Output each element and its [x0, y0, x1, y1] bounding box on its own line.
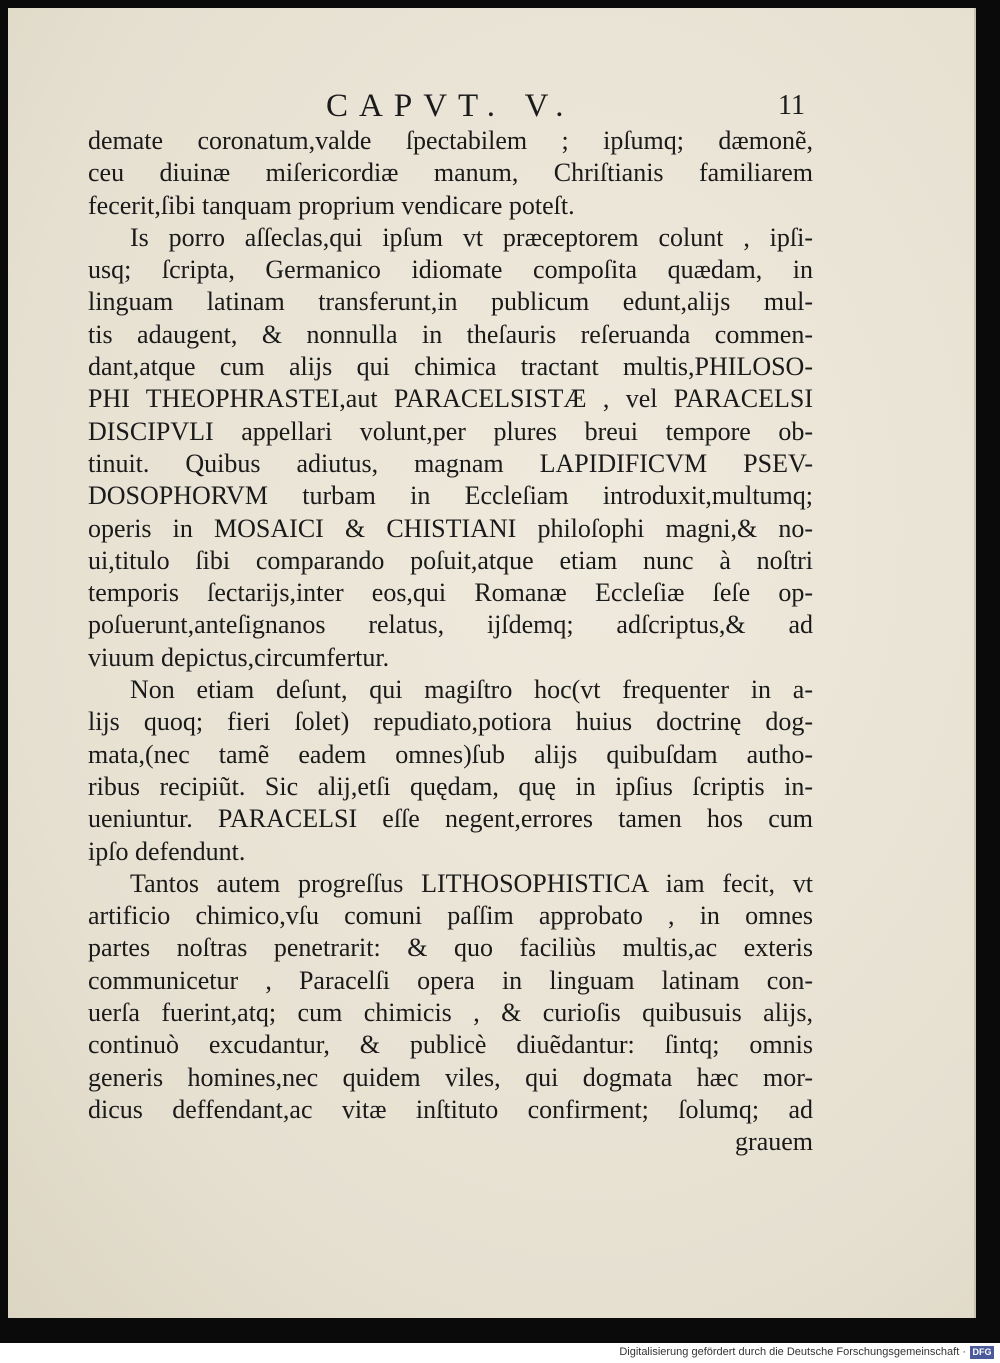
- text-line: temporis ſectarijs,inter eos,qui Romanæ Eccleſiæ ſeſe op-: [88, 578, 813, 608]
- page-header: [8, 88, 974, 128]
- body-text: [88, 125, 813, 1159]
- text-line: continuò excudantur, & publicè diuẽdantur: ſintq; omnis: [88, 1030, 813, 1060]
- text-line: demate coronatum,valde ſpectabilem ; ipſumq; dæmonẽ,: [88, 126, 813, 155]
- text-line: PHI THEOPHRASTEI,aut PARACELSISTÆ , vel PARACELSI: [88, 384, 813, 414]
- text-line: mata,(nec tamẽ eadem omnes)ſub alijs quibuſdam autho-: [88, 739, 813, 769]
- text-line: DISCIPVLI appellari volunt,per plures breui tempore ob-: [88, 416, 813, 446]
- text-line: operis in MOSAICI & CHISTIANI philoſophi magni,& no-: [88, 513, 813, 543]
- text-line: ceu diuinæ miſericordiæ manum, Chriſtianis familiarem: [88, 158, 813, 188]
- funding-credit: Digitalisierung gefördert durch die Deutsche Forschungsgemeinschaft ·: [619, 1346, 966, 1358]
- text-line: communicetur , Paracelſi opera in linguam latinam con-: [88, 965, 813, 995]
- digitization-footer: [0, 1343, 1000, 1363]
- text-line: ui,titulo ſibi comparando poſuit,atque etiam nunc à noſtri: [88, 545, 813, 575]
- text-line: lijs quoq; fieri ſolet) repudiato,potiora huius doctrinę dog-: [88, 707, 813, 737]
- text-line: Tantos autem progreſſus LITHOSOPHISTICA iam fecit, vt: [130, 868, 813, 898]
- text-line: dicus deffendant,ac vitæ inſtituto confirment; ſolumq; ad: [88, 1094, 813, 1124]
- text-line: poſuerunt,anteſignanos relatus, ijſdemq; adſcriptus,& ad: [88, 610, 813, 640]
- text-line: usq; ſcripta, Germanico idiomate compoſita quædam, in: [88, 255, 813, 285]
- text-line: linguam latinam transferunt,in publicum edunt,alijs mul-: [88, 287, 813, 317]
- text-line: ueniuntur. PARACELSI eſſe negent,errores tamen hos cum: [88, 804, 813, 834]
- text-line: ipſo defendunt.: [88, 836, 246, 866]
- text-line: tinuit. Quibus adiutus, magnam LAPIDIFICVM PSEV-: [88, 448, 813, 478]
- page-number: 11: [778, 90, 805, 121]
- running-title: CAPVT. V.: [326, 88, 575, 124]
- dfg-logo-icon: DFG: [970, 1346, 994, 1359]
- text-line: DOSOPHORVM turbam in Eccleſiam introduxit,multumq;: [88, 481, 813, 511]
- text-line: generis homines,nec quidem viles, qui dogmata hæc mor-: [88, 1062, 813, 1092]
- text-line: uerſa fuerint,atq; cum chimicis , & curioſis quibusuis alijs,: [88, 998, 813, 1028]
- text-line: artificio chimico,vſu comuni paſſim approbato , in omnes: [88, 901, 813, 931]
- text-line: partes noſtras penetrarit: & quo faciliùs multis,ac exteris: [88, 933, 813, 963]
- text-line: Is porro aſſeclas,qui ipſum vt præceptorem colunt , ipſi-: [130, 222, 813, 252]
- text-line: Non etiam deſunt, qui magiſtro hoc(vt frequenter in a-: [130, 675, 813, 705]
- text-line: viuum depictus,circumfertur.: [88, 642, 390, 672]
- text-line: ribus recipiũt. Sic alij,etſi quędam, quę in ipſius ſcriptis in-: [88, 771, 813, 801]
- text-line: fecerit,ſibi tanquam proprium vendicare poteſt.: [88, 190, 575, 220]
- text-line: dant,atque cum alijs qui chimica tractant multis,PHILOSO-: [88, 352, 813, 382]
- text-line: tis adaugent, & nonnulla in theſauris reſeruanda commen-: [88, 319, 813, 349]
- book-page: [8, 8, 976, 1318]
- catchword: grauem: [735, 1127, 813, 1157]
